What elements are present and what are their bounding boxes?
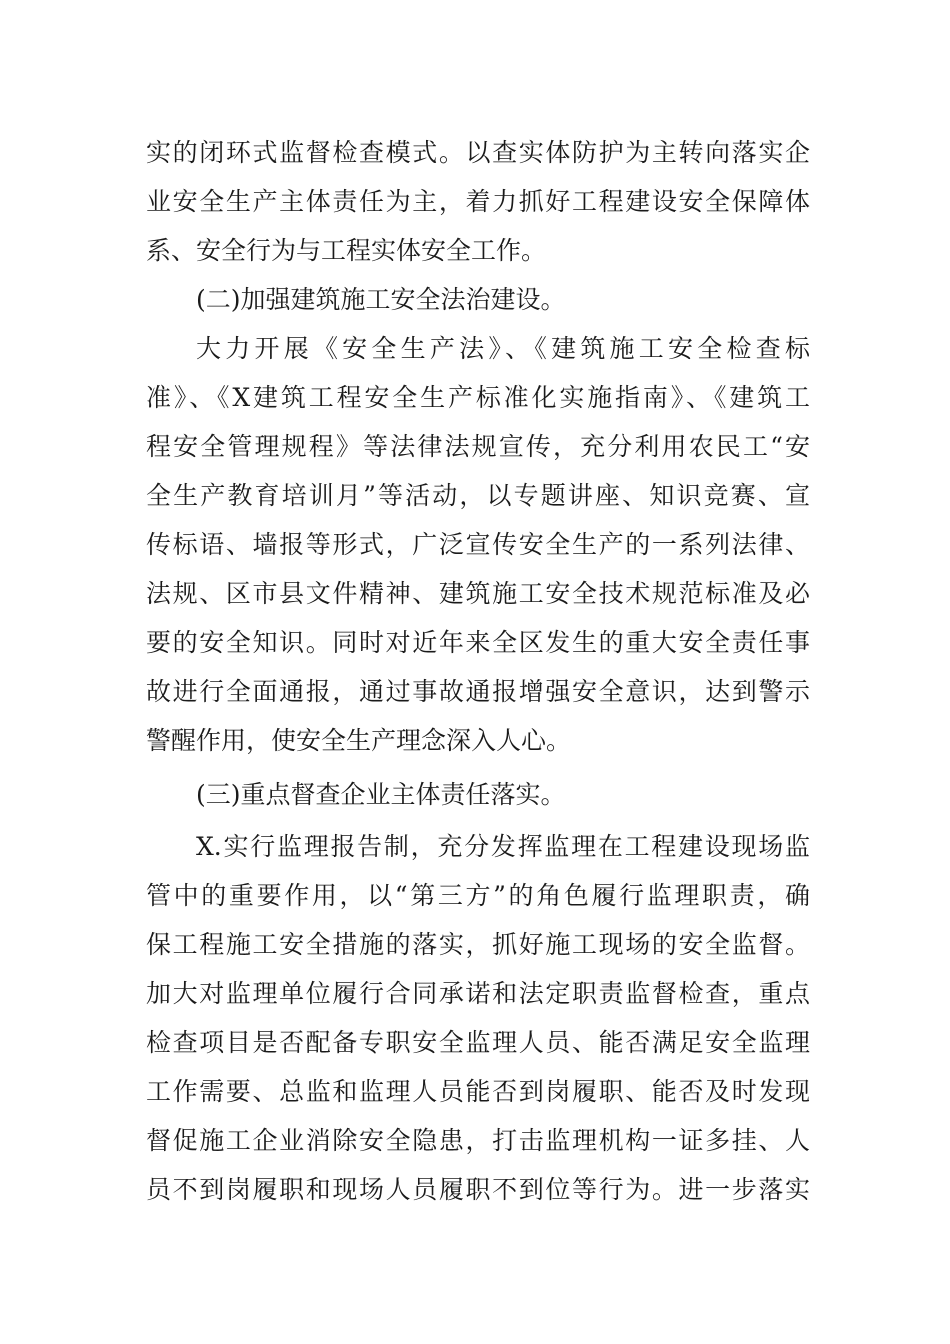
text-line: 警醒作用，使安全生产理念深入人心。 — [146, 726, 572, 755]
text-line: 员不到岗履职和现场人员履职不到位等行为。进一步落实 — [146, 1175, 810, 1204]
text-line: 全生产教育培训月”等活动，以专题讲座、知识竞赛、宣 — [146, 481, 810, 510]
text-line: 督促施工企业消除安全隐患，打击监理机构一证多挂、人 — [146, 1126, 810, 1155]
text-line: 法规、区市县文件精神、建筑施工安全技术规范标准及必 — [146, 579, 810, 608]
section-heading-3: (三)重点督查企业主体责任落实。 — [196, 780, 566, 809]
text-line: 要的安全知识。同时对近年来全区发生的重大安全责任事 — [146, 628, 810, 657]
text-line: 大力开展《安全生产法》、《建筑施工安全检查标 — [196, 334, 810, 363]
text-line: 传标语、墙报等形式，广泛宣传安全生产的一系列法律、 — [146, 530, 810, 559]
text-line: 系、安全行为与工程实体安全工作。 — [146, 236, 547, 265]
text-line: 故进行全面通报，通过事故通报增强安全意识，达到警示 — [146, 677, 810, 706]
text-line: 管中的重要作用，以“第三方”的角色履行监理职责，确 — [146, 881, 810, 910]
text-line: 实的闭环式监督检查模式。以查实体防护为主转向落实企 — [146, 138, 810, 167]
text-line: 工作需要、总监和监理人员能否到岗履职、能否及时发现 — [146, 1077, 810, 1106]
text-line: X.实行监理报告制，充分发挥监理在工程建设现场监 — [196, 832, 810, 861]
text-line: 程安全管理规程》等法律法规宣传，充分利用农民工“安 — [146, 432, 810, 461]
section-heading-2: (二)加强建筑施工安全法治建设。 — [196, 285, 566, 314]
text-line: 保工程施工安全措施的落实，抓好施工现场的安全监督。 — [146, 930, 810, 959]
text-line: 准》、《X建筑工程安全生产标准化实施指南》、《建筑工 — [146, 383, 810, 412]
text-line: 加大对监理单位履行合同承诺和法定职责监督检查，重点 — [146, 979, 810, 1008]
text-line: 检查项目是否配备专职安全监理人员、能否满足安全监理 — [146, 1028, 810, 1057]
text-line: 业安全生产主体责任为主，着力抓好工程建设安全保障体 — [146, 187, 810, 216]
